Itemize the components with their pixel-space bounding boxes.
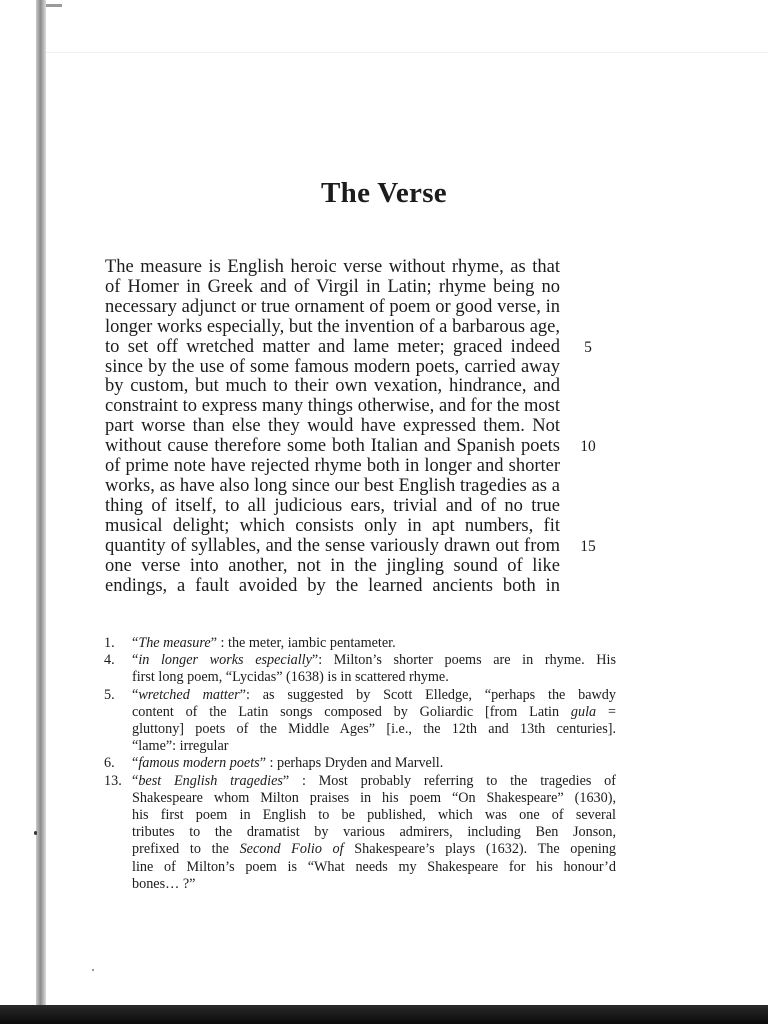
verse-line: without cause therefore some both Italian and Spanish poets	[105, 436, 560, 457]
verse-line: necessary adjunct or true ornament of poem or good verse, in	[105, 296, 560, 317]
footnote-line	[132, 687, 616, 704]
footnote-run: “	[132, 652, 139, 669]
footnote-run: bones… ?”	[132, 875, 196, 892]
footnote-line	[132, 652, 616, 669]
footnote-number: 5.	[104, 686, 115, 703]
footnote-run: first long poem, “Lycidas” (1638) is in scattered rhyme.	[132, 669, 449, 686]
scan-speck	[92, 969, 94, 971]
footnote-text	[132, 635, 616, 652]
footnote-line	[132, 738, 616, 755]
footnote-run: ” : perhaps Dryden and Marvell.	[259, 755, 444, 772]
footnote-number: 13.	[104, 772, 122, 789]
footnote	[104, 652, 616, 686]
line-number: 15	[580, 537, 596, 555]
footnote-emphasis: gula	[570, 703, 597, 720]
footnote-line	[132, 721, 616, 738]
verse-line: part worse than else they would have expressed them. Not	[105, 416, 560, 437]
scan-speck	[34, 831, 37, 835]
footnote-run: “	[132, 755, 139, 772]
page-bottom-edge	[0, 1005, 768, 1024]
footnote	[104, 687, 616, 756]
verse-line: one verse into another, not in the jingling sound of like	[105, 555, 560, 576]
footnote-run: “lame”: irregular	[132, 738, 229, 755]
footnote-run: his first poem in English to be published, which was one of several	[132, 807, 616, 824]
footnote-run: =	[596, 703, 616, 720]
footnote-run: “	[132, 635, 139, 651]
footnote-run: Shakespeare’s plays (1632). The opening	[343, 841, 616, 858]
verse-line: works, as have also long since our best English tragedies as a	[105, 475, 560, 496]
footnote-run: tributes to the dramatist by various admirers, including Ben Jonson,	[132, 824, 616, 841]
footnote-emphasis: famous modern poets	[138, 755, 260, 772]
footnote-line	[132, 859, 616, 876]
verse-line: constraint to express many things otherwise, and for the most	[105, 396, 560, 417]
verse-line: endings, a fault avoided by the learned ancients both in	[105, 575, 560, 596]
footnote-emphasis: The measure	[138, 635, 211, 651]
verse-line: of prime note have rejected rhyme both in longer and shorter	[105, 456, 560, 477]
verse-line: to set off wretched matter and lame meter; graced indeed	[105, 336, 560, 357]
footnote-text	[132, 755, 616, 772]
verse-line: musical delight; which consists only in apt numbers, fit	[105, 515, 560, 536]
verse-body	[105, 258, 560, 596]
verse-line: since by the use of some famous modern poets, carried away	[105, 356, 560, 377]
footnotes	[104, 635, 616, 893]
footnote-line	[132, 773, 616, 790]
verse-line: of Homer in Greek and of Virgil in Latin; rhyme being no	[105, 276, 560, 297]
footnote-line	[132, 807, 616, 824]
footnote-run: ” : the meter, iambic pentameter.	[210, 635, 396, 651]
footnote-line	[132, 635, 616, 652]
verse-line: by custom, but much to their own vexation, hindrance, and	[105, 376, 560, 397]
footnote-number: 4.	[104, 652, 115, 669]
footnote-emphasis: wretched matter	[138, 686, 240, 703]
line-number: 10	[580, 438, 596, 456]
footnote-run: gluttony] poets of the Middle Ages” [i.e., the 12th and 13th centuries].	[132, 721, 616, 738]
footnote-line	[132, 841, 616, 858]
footnote-run: content of the Latin songs composed by Goliardic [from Latin	[132, 703, 571, 720]
page-title: The Verse	[321, 177, 447, 209]
footnote-line	[132, 704, 616, 721]
footnote	[104, 755, 616, 772]
page-fold-line	[46, 52, 768, 53]
footnote-line	[132, 824, 616, 841]
footnote-line	[132, 876, 616, 893]
verse-line: thing of itself, to all judicious ears, trivial and of no true	[105, 495, 560, 516]
footnote-number: 1.	[104, 635, 115, 651]
verse-line: quantity of syllables, and the sense variously drawn out from	[105, 535, 560, 556]
binding-mark	[46, 4, 62, 7]
footnote-run: ” : Most probably referring to the tragedies of	[282, 772, 616, 789]
verse-line: The measure is English heroic verse without rhyme, as that	[105, 257, 560, 277]
footnote-number: 6.	[104, 755, 115, 772]
footnote	[104, 773, 616, 893]
footnote-run: line of Milton’s poem is “What needs my Shakespeare for his honour’d	[132, 858, 616, 875]
binding-shadow	[36, 0, 46, 1005]
footnote-line	[132, 755, 616, 772]
footnote-run: prefixed to the	[132, 841, 240, 858]
line-number: 5	[584, 338, 592, 356]
footnote-line	[132, 669, 616, 686]
footnote-text	[132, 652, 616, 686]
footnote-run: “	[132, 686, 139, 703]
footnote-run: “	[132, 772, 139, 789]
footnote-run: Shakespeare whom Milton praises in his poem “On Shakespeare” (1630),	[132, 789, 616, 806]
footnote-text	[132, 687, 616, 756]
footnote-text	[132, 773, 616, 893]
verse-line: longer works especially, but the invention of a barbarous age,	[105, 316, 560, 337]
footnote-emphasis: Second Folio of	[239, 841, 344, 858]
footnote-line	[132, 790, 616, 807]
footnote-run: ”: as suggested by Scott Elledge, “perhaps the bawdy	[239, 686, 616, 703]
footnote-emphasis: best English tragedies	[138, 772, 283, 789]
footnote	[104, 635, 616, 652]
footnote-emphasis: in longer works especially	[138, 652, 312, 669]
footnote-run: ”: Milton’s shorter poems are in rhyme. His	[311, 652, 616, 669]
